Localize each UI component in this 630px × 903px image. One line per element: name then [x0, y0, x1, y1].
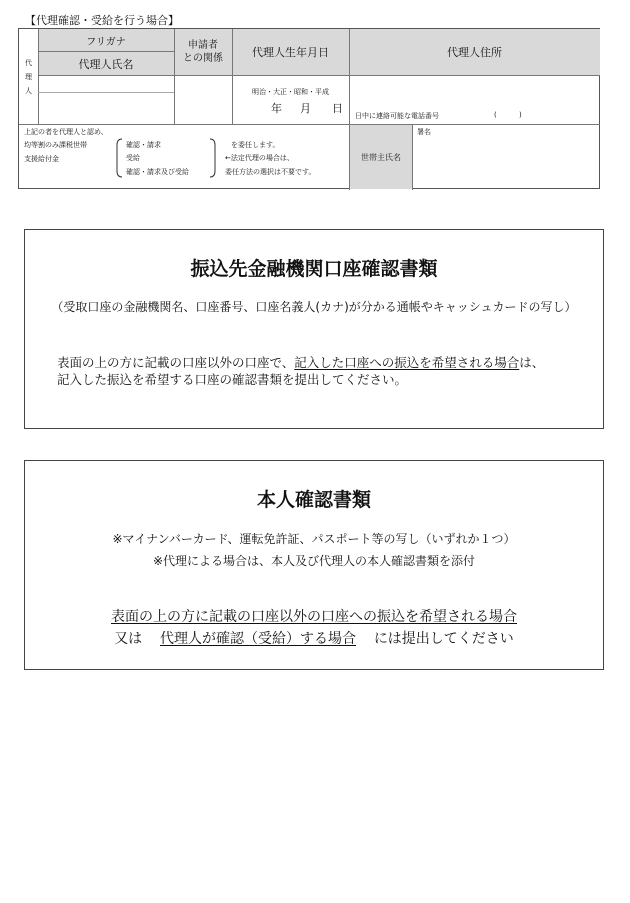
bank-docs-box [24, 229, 604, 429]
signature-label: 署名 [417, 128, 431, 136]
bank-docs-heading: 振込先金融機関口座確認書類 [190, 258, 438, 280]
birthdate-label: 代理人生年月日 [252, 46, 329, 59]
proxy-side-label: 代 理 人 [25, 58, 32, 95]
householder-cell [350, 125, 412, 189]
id-docs-heading: 本人確認書類 [256, 489, 371, 511]
legal-note-2: 委任方法の選択は不要です。 [225, 168, 316, 176]
phone-label: 日中に連絡可能な電話番号 [355, 112, 439, 120]
proxy-side-cell [19, 29, 38, 124]
divider [232, 29, 233, 124]
date-day-unit: 日 [332, 102, 343, 115]
furigana-label: フリガナ [86, 36, 126, 48]
delegation-suffix: を委任します。 [231, 141, 280, 149]
bank-docs-line1-a: 表面の上の方に記載の口座以外の口座で、 [57, 355, 295, 370]
option-confirm-request[interactable]: 確認・請求 [126, 141, 161, 149]
divider [19, 124, 600, 125]
delegation-text-1: 上記の者を代理人と認め、 [24, 128, 108, 136]
id-docs-line2-a: 又は [114, 631, 143, 647]
furigana-input[interactable] [39, 76, 174, 92]
proxy-name-label: 代理人氏名 [78, 57, 134, 71]
phone-input[interactable]: ( ) [494, 111, 522, 119]
era-options: 明治・大正・昭和・平成 [252, 88, 329, 96]
id-docs-line2-c: には提出してください [373, 631, 514, 647]
birthdate-header [232, 29, 349, 75]
address-label: 代理人住所 [447, 46, 502, 59]
date-month-unit: 月 [300, 102, 311, 115]
date-year-unit: 年 [271, 102, 282, 115]
option-receive[interactable]: 受給 [126, 154, 140, 162]
proxy-section-title: 【代理確認・受給を行う場合】 [25, 14, 179, 27]
proxy-form [18, 28, 600, 189]
legal-note-1: ←法定代理の場合は、 [225, 154, 294, 162]
bank-docs-line1-c: は、 [519, 355, 545, 370]
bank-docs-line1 [57, 353, 544, 371]
bank-docs-line1-b: 記入した口座への振込を希望される場合 [294, 355, 520, 370]
address-header [349, 29, 600, 75]
id-docs-line2 [25, 628, 603, 648]
householder-label: 世帯主氏名 [361, 152, 401, 162]
id-docs-note2: ※代理による場合は、本人及び代理人の本人確認書類を添付 [152, 554, 476, 568]
relation-input[interactable] [175, 76, 232, 124]
relation-label: 申請者 との関係 [183, 40, 223, 64]
relation-header [174, 29, 232, 75]
id-docs-note1: ※マイナンバーカード、運転免許証、パスポート等の写し（いずれか１つ） [112, 532, 516, 546]
id-docs-line1 [25, 606, 603, 626]
delegation-text-2: 均等割のみ課税世帯 [24, 141, 87, 149]
proxy-name-input[interactable] [39, 93, 174, 124]
option-confirm-request-receive[interactable]: 確認・請求及び受給 [126, 168, 189, 176]
id-docs-box [24, 460, 604, 670]
name-header [38, 52, 174, 75]
furigana-header [38, 29, 174, 51]
id-docs-line1-text: 表面の上の方に記載の口座以外の口座への振込を希望される場合 [111, 609, 517, 625]
divider [38, 51, 174, 52]
address-input[interactable] [350, 76, 600, 110]
signature-input[interactable] [413, 139, 600, 189]
delegation-text-3: 支援給付金 [24, 155, 59, 163]
bank-docs-note: （受取口座の金融機関名、口座番号、口座名義人(カナ)が分かる通帳やキャッシュカードの写し） [51, 300, 577, 314]
id-docs-line2-b: 代理人が確認（受給）する場合 [160, 631, 356, 647]
bank-docs-line2: 記入した振込を希望する口座の確認書類を提出してください。 [57, 372, 408, 387]
